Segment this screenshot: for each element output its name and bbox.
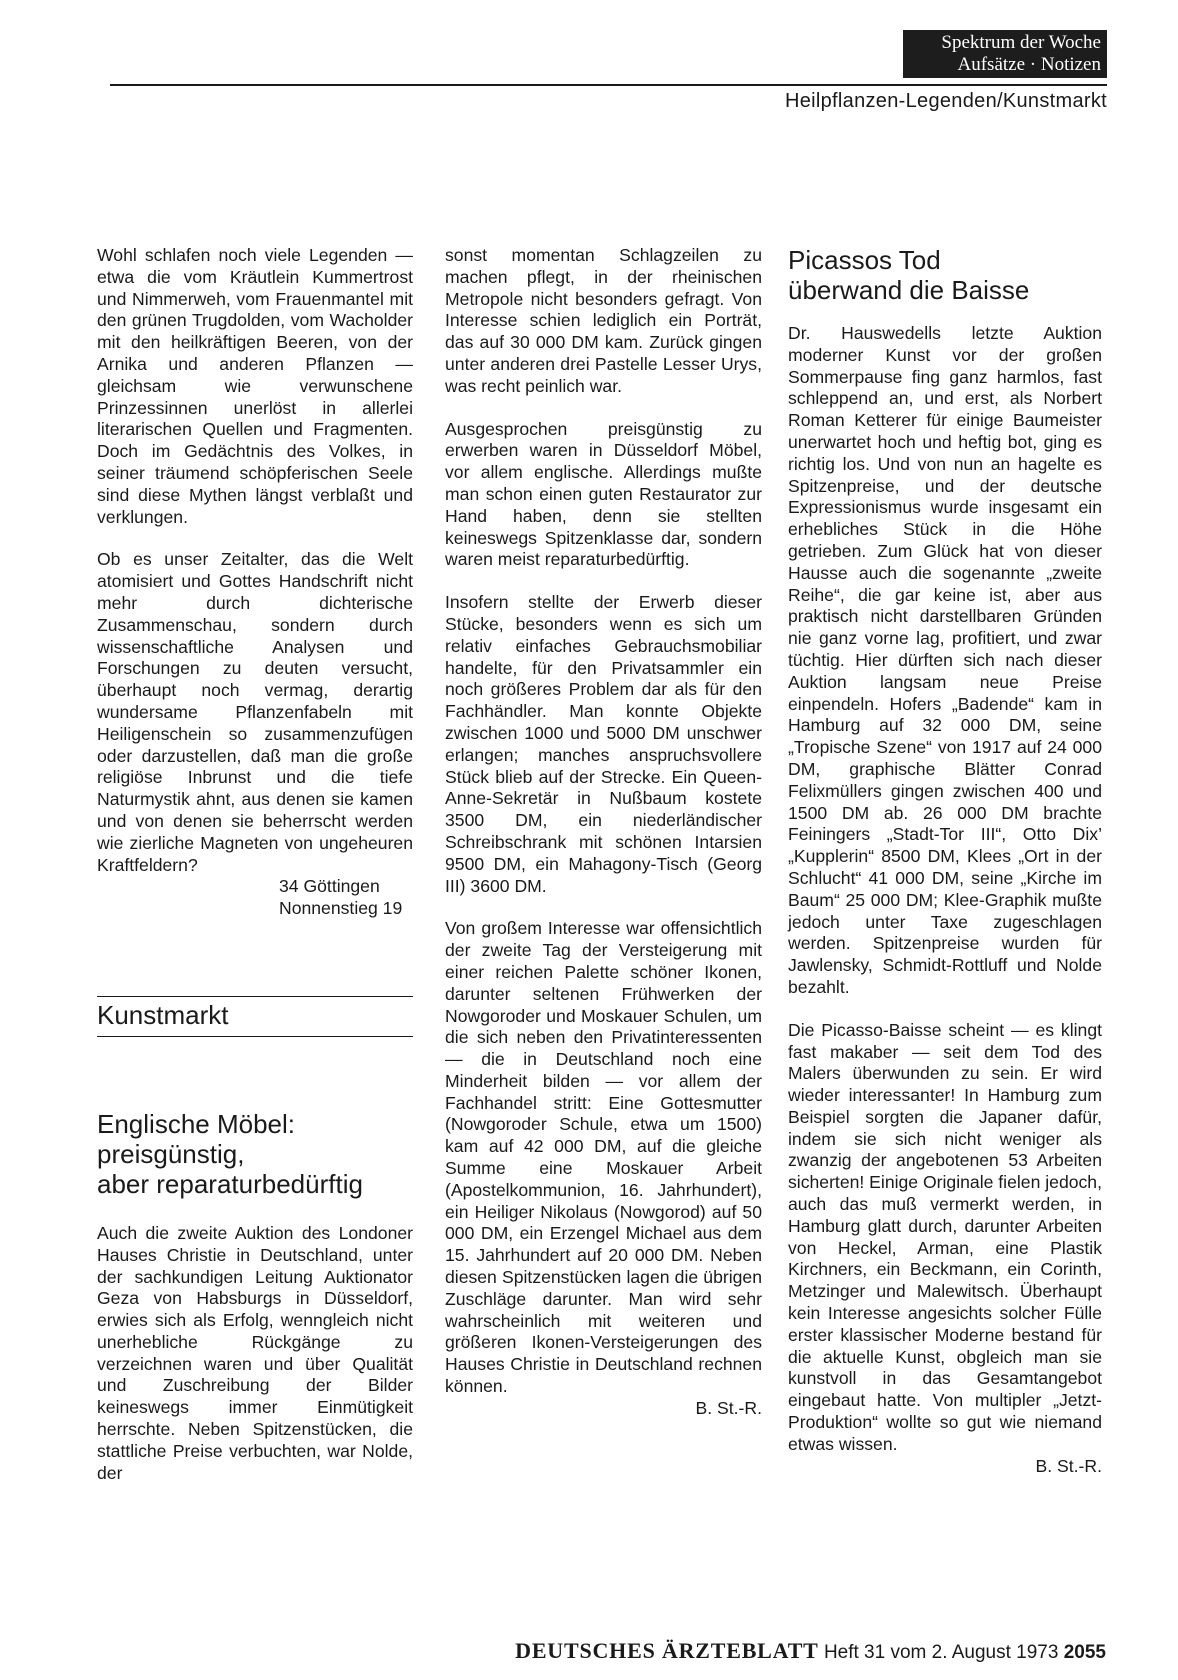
heading-line: aber reparaturbedürftig <box>97 1168 363 1199</box>
heading-line: preisgünstig, <box>97 1138 245 1169</box>
column-3 <box>788 245 1102 1477</box>
address-street: Nonnenstieg 19 <box>279 898 403 919</box>
section-label-box <box>903 30 1107 78</box>
header-subtitle: Heilpflanzen-Legenden/Kunstmarkt <box>784 90 1107 112</box>
paragraph: Ob es unser Zeitalter, das die Welt atomisiert und Gottes Handschrift nicht mehr durch dichterische Zusammenschau, sondern durch wissenschaftliche Analysen und Forschungen zu deuten versucht, überhaupt noch vermag, derartig wundersame Pflanzenfabeln mit Heiligenschein so zusammenzufügen oder darzustellen, daß man die große religiöse Inbrunst und die tiefe Naturmystik ahnt, aus denen sie kamen und von denen sie beherrscht werden wie zierliche Magneten von ungeheuren Kraftfeldern? <box>97 549 413 875</box>
heading-line: überwand die Baisse <box>788 275 1030 305</box>
section-rule <box>97 996 413 997</box>
paragraph: Dr. Hauswedells letzte Auktion moderner Kunst vor der großen Sommerpause fing ganz harmlos, fast schleppend an, und erst, als Norbert Roman Ketterer für einige Baumeister unerwartet hoch und heftig bot, ging es richtig los. Und von nun an hagelte es Spitzenpreise, und der deutsche Expressionismus wurde insgesamt ein erhebliches Stück in die Höhe getrieben. Zum Glück hat von dieser Hausse auch die sogenannte „zweite Reihe“, die gar keine ist, aber aus praktisch nicht darstellbaren Gründen nie ganz vorne lag, profitiert, und zwar tüchtig. Hier dürften sich nach dieser Auktion langsam neue Preise einpendeln. Hofers „Badende“ kam in Hamburg auf 32 000 DM, seine „Tropische Szene“ von 1917 auf 24 000 DM, graphische Blätter Conrad Felixmüllers gingen zwischen 400 und 1500 DM ab. 26 000 DM brachte Feiningers „Stadt-Tor III“, Otto Dix’ „Kupplerin“ 8500 DM, Klees „Ort in der Schlucht“ 41 000 DM, seine „Kirche im Baum“ 25 000 DM; Klee-Graphik mußte jedoch unter Taxe zugeschlagen werden. Spitzenpreise wurden für Jawlensky, Schmidt-Rottluff und Nolde bezahlt. <box>788 323 1102 997</box>
heading-line: Englische Möbel: <box>97 1108 295 1139</box>
column-2 <box>445 245 762 1420</box>
journal-title: DEUTSCHES ÄRZTEBLATT <box>515 1638 819 1663</box>
page-number: 2055 <box>1063 1642 1106 1663</box>
section-label-line2: Aufsätze · Notizen <box>957 54 1101 75</box>
paragraph: sonst momentan Schlagzeilen zu machen pflegt, in der rheinischen Metropole nicht besonders gefragt. Von Interesse schien lediglich ein Porträt, das auf 30 000 DM kam. Zurück gingen unter anderen drei Pastelle Lesser Urys, was recht peinlich war. <box>445 245 762 396</box>
author-address <box>97 876 413 920</box>
address-city: 34 Göttingen <box>279 876 380 897</box>
paragraph: Von großem Interesse war offensichtlich der zweite Tag der Versteigerung mit einer reichen Palette schöner Ikonen, darunter seltenen Frühwerken der Nowgoroder und Moskauer Schulen, um die sich neben den Privatinteressenten — die in Deutschland noch eine Minderheit bilden — vor allem der Fachhandel stritt: Eine Gottesmutter (Nowgoroder Schule, etwa um 1500) kam auf 42 000 DM, auf die gleiche Summe eine Moskauer Arbeit (Apostelkommunion, 16. Jahrhundert), ein Heiliger Nikolaus (Nowgorod) auf 50 000 DM, ein Erzengel Michael aus dem 15. Jahrhundert auf 20 000 DM. Neben diesen Spitzenstücken lagen die übrigen Zuschläge darunter. Man wird sehr wahrscheinlich mit weiteren und größeren Ikonen-Versteigerungen des Hauses Christie in Deutschland rechnen können. <box>445 918 762 1397</box>
page-footer <box>470 1638 1106 1664</box>
paragraph: Auch die zweite Auktion des Londoner Hauses Christie in Deutschland, unter der sachkundigen Leitung Auktionator Geza von Habsburgs in Düsseldorf, erwies sich als Erfolg, wenngleich nicht unerhebliche Rückgänge zu verzeichnen waren und über Qualität und Zuschreibung der Bilder keineswegs immer Einmütigkeit herrschte. Neben Spitzenstücken, die stattliche Preise verbuchten, war Nolde, der <box>97 1222 413 1483</box>
paragraph: Wohl schlafen noch viele Legenden — etwa die vom Kräutlein Kummertrost und Nimmerweh, vom Frauenmantel mit den grünen Trugdolden, vom Wacholder mit den heilkräftigen Beeren, von der Arnika und anderen Pflanzen — gleichsam wie verwunschene Prinzessinnen unerlöst in allerlei literarischen Quellen und Fragmenten. Doch im Gedächtnis des Volkes, in seiner träumend schöpferischen Seele sind diese Mythen längst verblaßt und verklungen. <box>97 245 413 527</box>
column-1 <box>97 245 413 1484</box>
paragraph: Insofern stellte der Erwerb dieser Stücke, besonders wenn es sich um relativ einfaches Gebrauchsmobiliar handelte, für den Privatsammler ein noch größeres Problem dar als für den Fachhändler. Man konnte Objekte zwischen 1000 und 5000 DM unschwer erlangen; manches anspruchsvollere Stück blieb auf der Strecke. Ein Queen-Anne-Sekretär in Nußbaum kostete 3500 DM, ein niederländischer Schreibschrank mit schönen Intarsien 9500 DM, ein Mahagony-Tisch (Georg III) 3600 DM. <box>445 592 762 896</box>
section-label-line1: Spektrum der Woche <box>941 32 1101 53</box>
section-title: Kunstmarkt <box>97 999 229 1030</box>
issue-info: Heft 31 vom 2. August 1973 <box>823 1642 1059 1663</box>
article-heading <box>788 245 1102 305</box>
paragraph: Die Picasso-Baisse scheint — es klingt fast makaber — seit dem Tod des Malers überwunden zu sein. Er wird wieder interessanter! In Hamburg zum Beispiel sorgten die Japaner dafür, indem sie sich nicht weniger als zwanzig der angebotenen 53 Arbeiten sicherten! Einige Originale fielen jedoch, auch das muß vermerkt werden, in Hamburg glatt durch, darunter Arbeiten von Heckel, Arman, eine Plastik Kirchners, ein Beckmann, ein Corinth, Metzinger und Malewitsch. Überhaupt kein Interesse angesichts solcher Fülle erster klassischer Moderne bestand für die aktuelle Kunst, obgleich man sie kunstvoll in das Gesamtangebot eingebaut hatte. Von multipler „Jetzt-Produktion“ wollte so gut wie niemand etwas wissen. <box>788 1019 1102 1454</box>
article-heading <box>97 1109 413 1199</box>
author-signature: B. St.-R. <box>1035 1455 1102 1476</box>
paragraph: Ausgesprochen preisgünstig zu erwerben waren in Düsseldorf Möbel, vor allem englische. Allerdings mußte man schon einen guten Restaurator zur Hand haben, denn sie stellten keineswegs Spitzenklasse dar, sondern waren meist reparaturbedürftig. <box>445 418 762 570</box>
header-rule <box>110 84 1107 86</box>
heading-line: Picassos Tod <box>788 245 941 275</box>
author-signature: B. St.-R. <box>695 1397 762 1418</box>
